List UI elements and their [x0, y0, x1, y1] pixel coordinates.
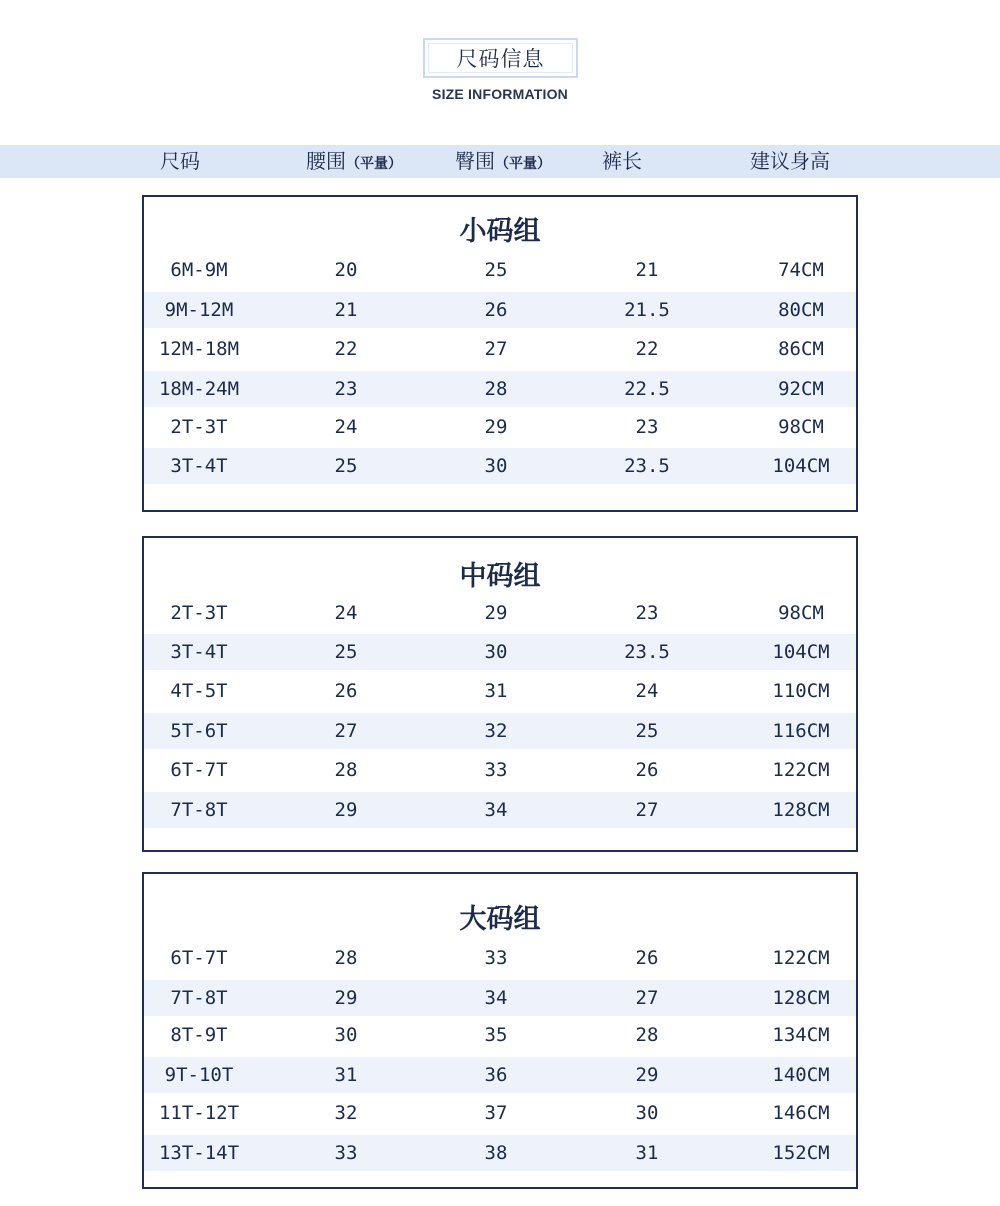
cell-height: 74CM	[778, 259, 824, 281]
table-row	[144, 331, 856, 367]
size-group-small	[142, 195, 858, 512]
table-row	[144, 713, 856, 749]
cell-height: 92CM	[778, 378, 824, 400]
cell-length: 21	[635, 259, 659, 281]
cell-height: 86CM	[778, 338, 824, 360]
table-row	[144, 634, 856, 670]
cell-length: 27	[635, 799, 659, 821]
table-row	[144, 1095, 856, 1131]
cell-size: 7T-8T	[170, 799, 228, 821]
table-row	[144, 1017, 856, 1053]
size-group-large	[142, 872, 858, 1189]
table-row	[144, 1057, 856, 1093]
cell-size: 12M-18M	[158, 338, 240, 360]
cell-length: 24	[635, 680, 659, 702]
cell-size: 5T-6T	[170, 720, 228, 742]
cell-size: 9T-10T	[164, 1064, 234, 1086]
cell-waist: 33	[334, 1142, 358, 1164]
cell-hip: 27	[484, 338, 508, 360]
cell-size: 6T-7T	[170, 759, 228, 781]
cell-size: 8T-9T	[170, 1024, 228, 1046]
cell-hip: 34	[484, 987, 508, 1009]
cell-height: 104CM	[772, 455, 830, 477]
cell-waist: 28	[334, 759, 358, 781]
table-row	[144, 292, 856, 328]
cell-length: 21.5	[624, 299, 670, 321]
cell-waist: 24	[334, 416, 358, 438]
cell-hip: 28	[484, 378, 508, 400]
column-header-waist-label: 腰围	[306, 149, 346, 173]
cell-size: 9M-12M	[164, 299, 234, 321]
cell-height: 146CM	[772, 1102, 830, 1124]
cell-waist: 30	[334, 1024, 358, 1046]
cell-length: 26	[635, 947, 659, 969]
table-row	[144, 595, 856, 631]
cell-length: 22.5	[624, 378, 670, 400]
cell-waist: 26	[334, 680, 358, 702]
table-row	[144, 409, 856, 445]
cell-size: 2T-3T	[170, 416, 228, 438]
cell-length: 28	[635, 1024, 659, 1046]
cell-height: 98CM	[778, 416, 824, 438]
cell-length: 25	[635, 720, 659, 742]
cell-hip: 29	[484, 602, 508, 624]
cell-length: 27	[635, 987, 659, 1009]
cell-hip: 33	[484, 947, 508, 969]
cell-waist: 27	[334, 720, 358, 742]
cell-hip: 33	[484, 759, 508, 781]
table-row	[144, 252, 856, 288]
cell-size: 2T-3T	[170, 602, 228, 624]
column-header-hip	[455, 145, 551, 178]
group-title: 大码组	[459, 904, 541, 935]
table-row	[144, 940, 856, 976]
column-header-hip-note: （平量）	[495, 156, 551, 172]
cell-hip: 25	[484, 259, 508, 281]
cell-height: 116CM	[772, 720, 830, 742]
cell-hip: 29	[484, 416, 508, 438]
column-header-length: 裤长	[602, 149, 642, 173]
cell-waist: 25	[334, 641, 358, 663]
cell-waist: 23	[334, 378, 358, 400]
cell-hip: 30	[484, 641, 508, 663]
column-header-band	[0, 145, 1000, 178]
cell-height: 98CM	[778, 602, 824, 624]
cell-hip: 37	[484, 1102, 508, 1124]
cell-height: 128CM	[772, 799, 830, 821]
cell-length: 22	[635, 338, 659, 360]
column-header-hip-label: 臀围	[455, 149, 495, 173]
cell-length: 30	[635, 1102, 659, 1124]
cell-hip: 38	[484, 1142, 508, 1164]
cell-height: 80CM	[778, 299, 824, 321]
cell-hip: 35	[484, 1024, 508, 1046]
cell-waist: 29	[334, 799, 358, 821]
cell-size: 3T-4T	[170, 455, 228, 477]
cell-height: 104CM	[772, 641, 830, 663]
cell-height: 140CM	[772, 1064, 830, 1086]
cell-size: 6M-9M	[170, 259, 228, 281]
cell-height: 122CM	[772, 759, 830, 781]
group-title: 中码组	[459, 561, 541, 592]
cell-height: 152CM	[772, 1142, 830, 1164]
cell-hip: 30	[484, 455, 508, 477]
cell-waist: 22	[334, 338, 358, 360]
cell-hip: 34	[484, 799, 508, 821]
cell-waist: 28	[334, 947, 358, 969]
table-row	[144, 1135, 856, 1171]
cell-size: 18M-24M	[158, 378, 240, 400]
cell-height: 128CM	[772, 987, 830, 1009]
column-header-height: 建议身高	[750, 149, 830, 173]
cell-length: 23	[635, 416, 659, 438]
cell-length: 31	[635, 1142, 659, 1164]
cell-waist: 21	[334, 299, 358, 321]
cell-hip: 26	[484, 299, 508, 321]
column-header-size: 尺码	[160, 149, 200, 173]
column-header-waist-note: （平量）	[346, 156, 402, 172]
section-title-box	[423, 38, 578, 78]
cell-size: 4T-5T	[170, 680, 228, 702]
table-row	[144, 752, 856, 788]
cell-length: 23.5	[624, 455, 670, 477]
cell-hip: 31	[484, 680, 508, 702]
table-row	[144, 792, 856, 828]
table-row	[144, 448, 856, 484]
cell-height: 134CM	[772, 1024, 830, 1046]
cell-waist: 24	[334, 602, 358, 624]
cell-waist: 32	[334, 1102, 358, 1124]
cell-size: 13T-14T	[158, 1142, 240, 1164]
cell-length: 23.5	[624, 641, 670, 663]
size-group-medium	[142, 536, 858, 852]
cell-waist: 29	[334, 987, 358, 1009]
group-title: 小码组	[459, 216, 541, 247]
cell-length: 26	[635, 759, 659, 781]
cell-size: 7T-8T	[170, 987, 228, 1009]
cell-size: 3T-4T	[170, 641, 228, 663]
table-row	[144, 673, 856, 709]
cell-waist: 25	[334, 455, 358, 477]
cell-height: 110CM	[772, 680, 830, 702]
cell-size: 11T-12T	[158, 1102, 240, 1124]
cell-hip: 32	[484, 720, 508, 742]
column-header-waist	[306, 145, 402, 178]
table-row	[144, 371, 856, 407]
cell-waist: 31	[334, 1064, 358, 1086]
section-subtitle: SIZE INFORMATION	[432, 86, 568, 102]
section-title: 尺码信息	[456, 47, 545, 71]
cell-hip: 36	[484, 1064, 508, 1086]
cell-length: 23	[635, 602, 659, 624]
cell-length: 29	[635, 1064, 659, 1086]
cell-size: 6T-7T	[170, 947, 228, 969]
table-row	[144, 980, 856, 1016]
cell-waist: 20	[334, 259, 358, 281]
cell-height: 122CM	[772, 947, 830, 969]
